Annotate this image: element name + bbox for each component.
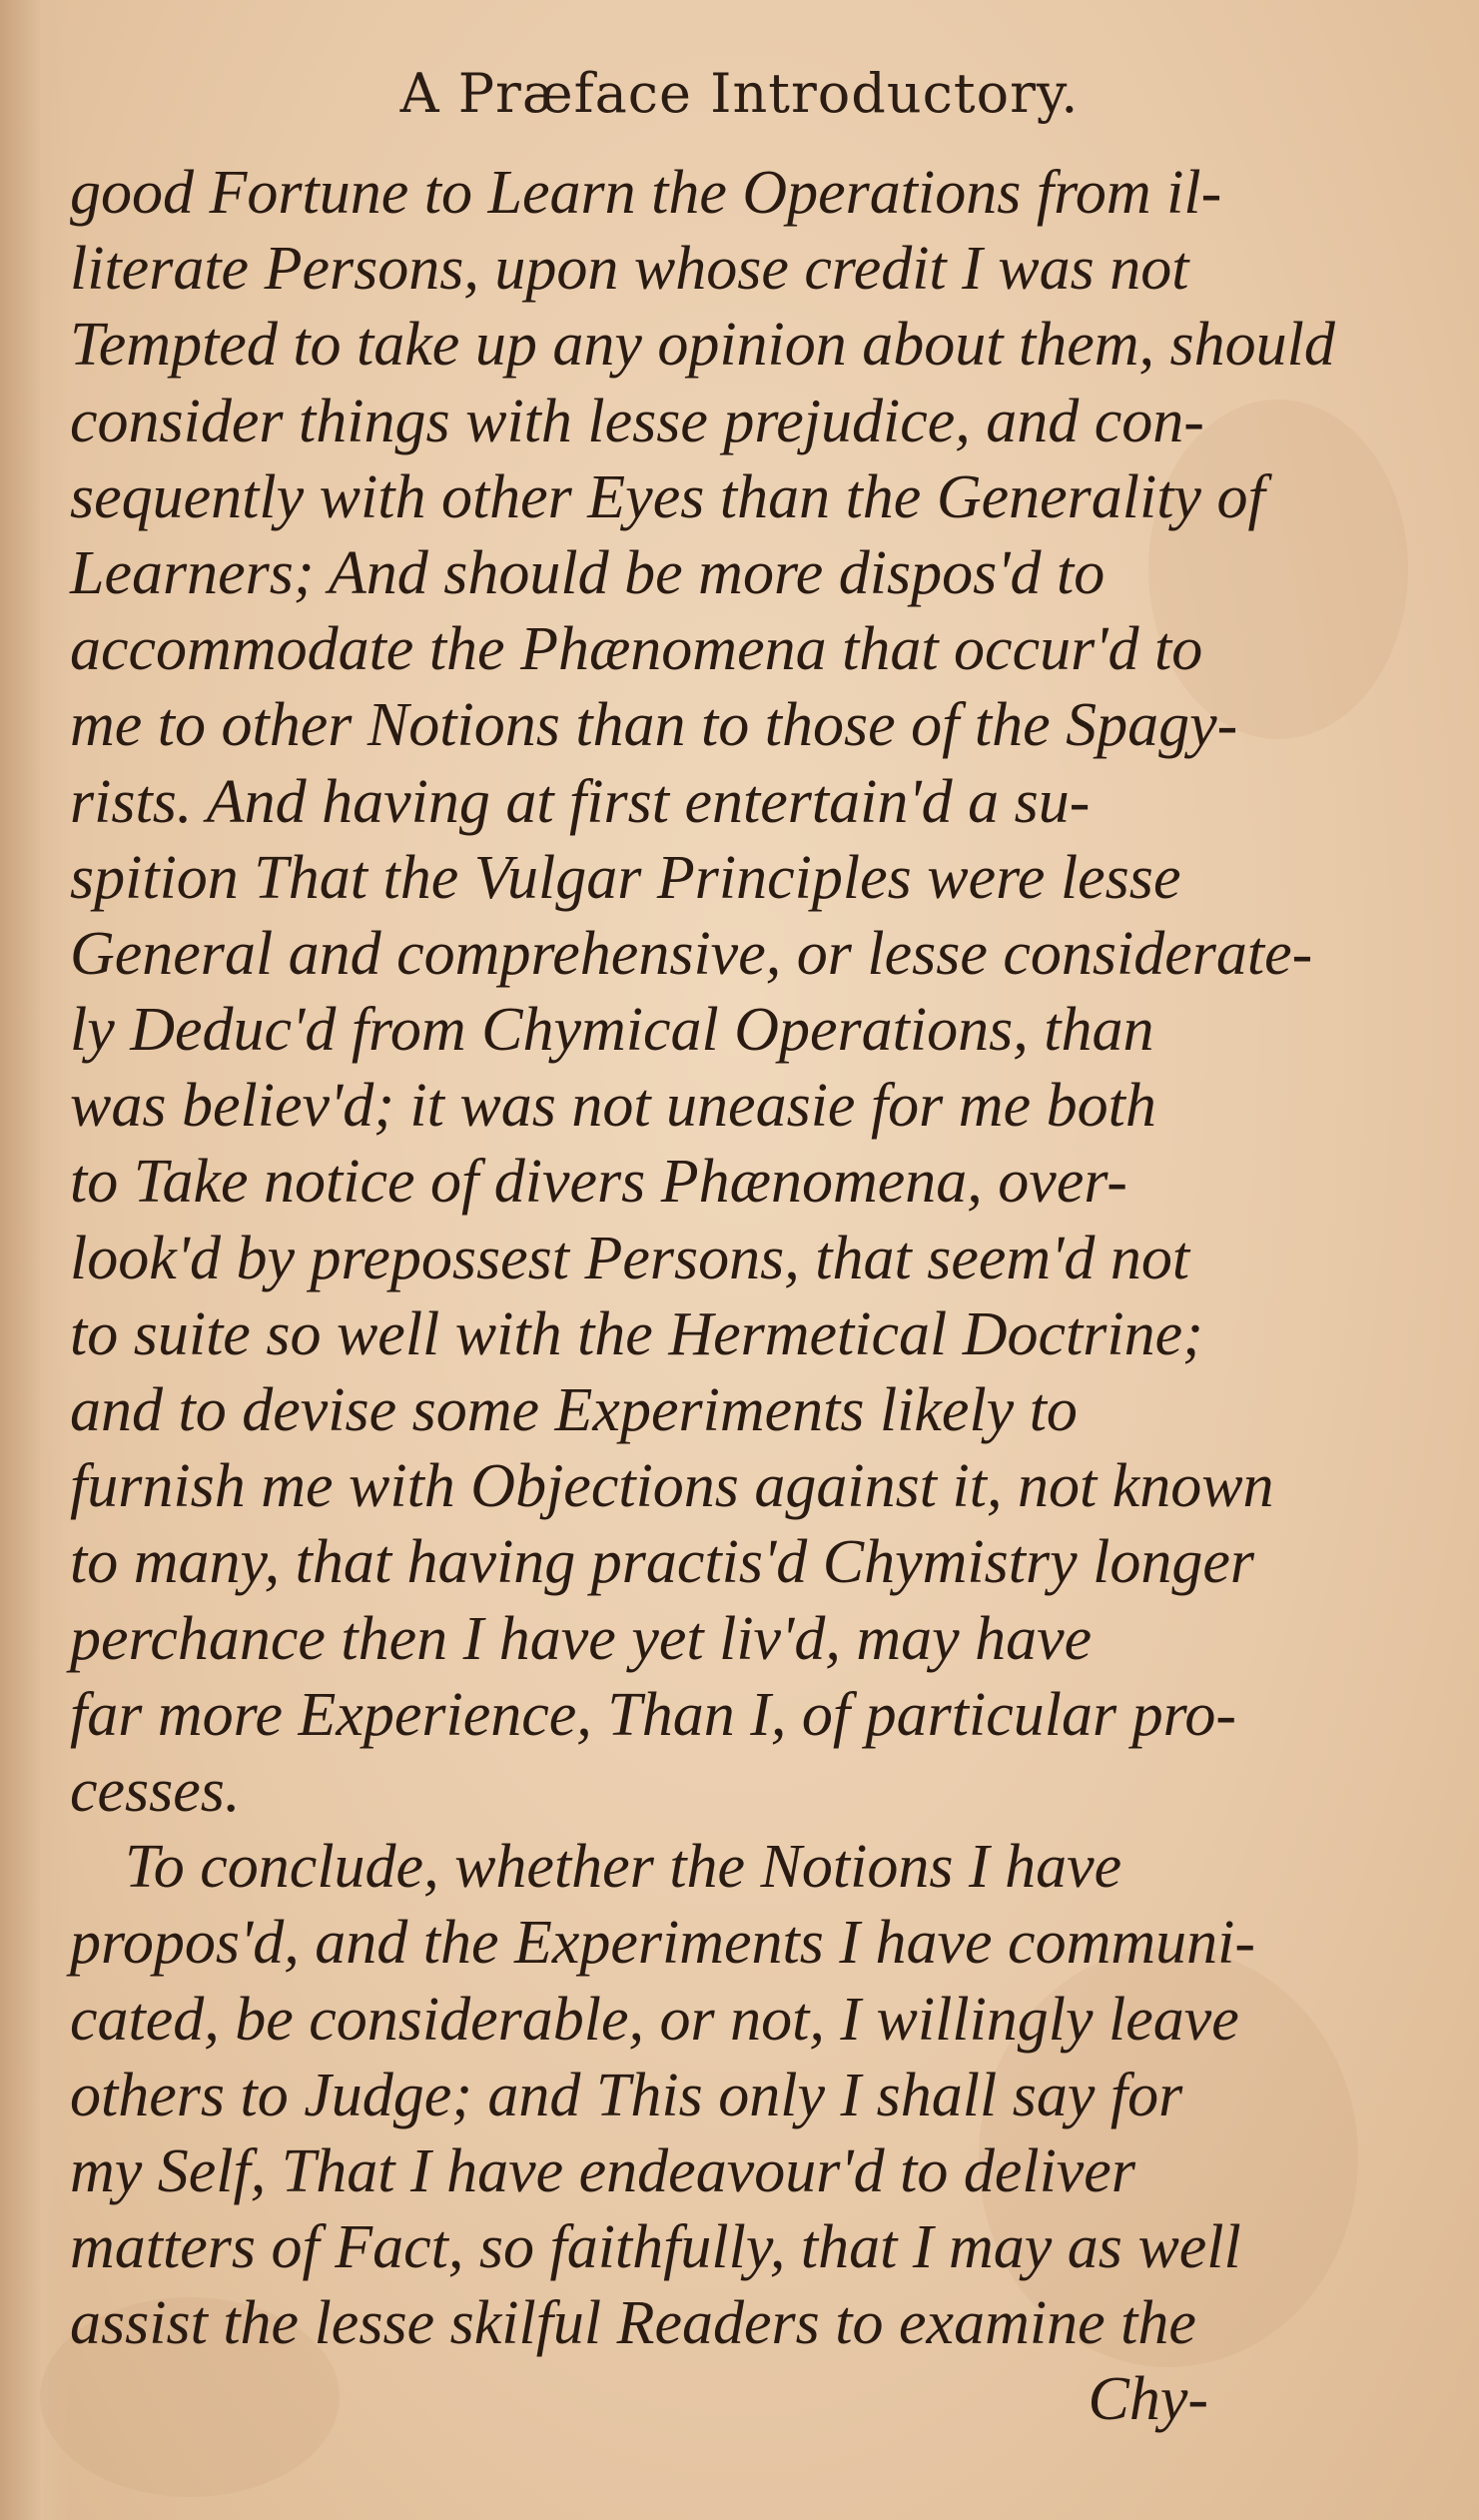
text-line: cated, be considerable, or not, I willingly leave [70,1985,1239,2054]
text-line: was believ'd; it was not uneasie for me both [70,1072,1156,1141]
text-line: perchance then I have yet liv'd, may have [70,1604,1093,1673]
text-line: look'd by prepossest Persons, that seem'd not [70,1224,1190,1292]
page-gutter-shadow [0,0,70,2520]
text-line: me to other Notions than to those of the Spagy- [70,691,1238,760]
text-line: General and comprehensive, or lesse considerate- [70,919,1313,988]
catchword: Chy- [1088,2365,1208,2434]
running-header: A Præface Introductory. [399,62,1080,125]
text-line: assist the lesse skilful Readers to examine the [70,2289,1196,2358]
text-line: spition That the Vulgar Principles were lesse [70,843,1181,912]
text-line: consider things with lesse prejudice, and con- [70,387,1204,455]
text-line: literate Persons, upon whose credit I was not [70,235,1189,304]
text-line: propos'd, and the Experiments I have communi- [70,1909,1255,1978]
text-line: to suite so well with the Hermetical Doctrine; [70,1299,1203,1368]
text-line: ly Deduc'd from Chymical Operations, than [70,996,1154,1065]
text-line: rists. And having at first entertain'd a su- [70,767,1091,836]
text-line: good Fortune to Learn the Operations from il- [70,159,1222,227]
text-line: accommodate the Phænomena that occur'd to [70,615,1203,684]
text-line: far more Experience, Than I, of particular pro- [70,1680,1237,1749]
text-line: cesses. [70,1756,241,1825]
body-text [70,155,1335,2438]
text-line: others to Judge; and This only I shall say for [70,2061,1183,2129]
paragraph-start-line: To conclude, whether the Notions I have [125,1833,1122,1902]
text-line: furnish me with Objections against it, not known [70,1452,1274,1521]
text-line: my Self, That I have endeavour'd to deliver [70,2136,1135,2205]
text-line: and to devise some Experiments likely to [70,1376,1078,1444]
text-line: Tempted to take up any opinion about them, should [70,311,1335,380]
text-line: to Take notice of divers Phænomena, over- [70,1148,1127,1217]
text-line: sequently with other Eyes than the Generality of [70,462,1265,531]
text-line: to many, that having practis'd Chymistry longer [70,1528,1255,1597]
text-line: Learners; And should be more dispos'd to [70,538,1106,607]
text-line: matters of Fact, so faithfully, that I may as well [70,2213,1241,2282]
